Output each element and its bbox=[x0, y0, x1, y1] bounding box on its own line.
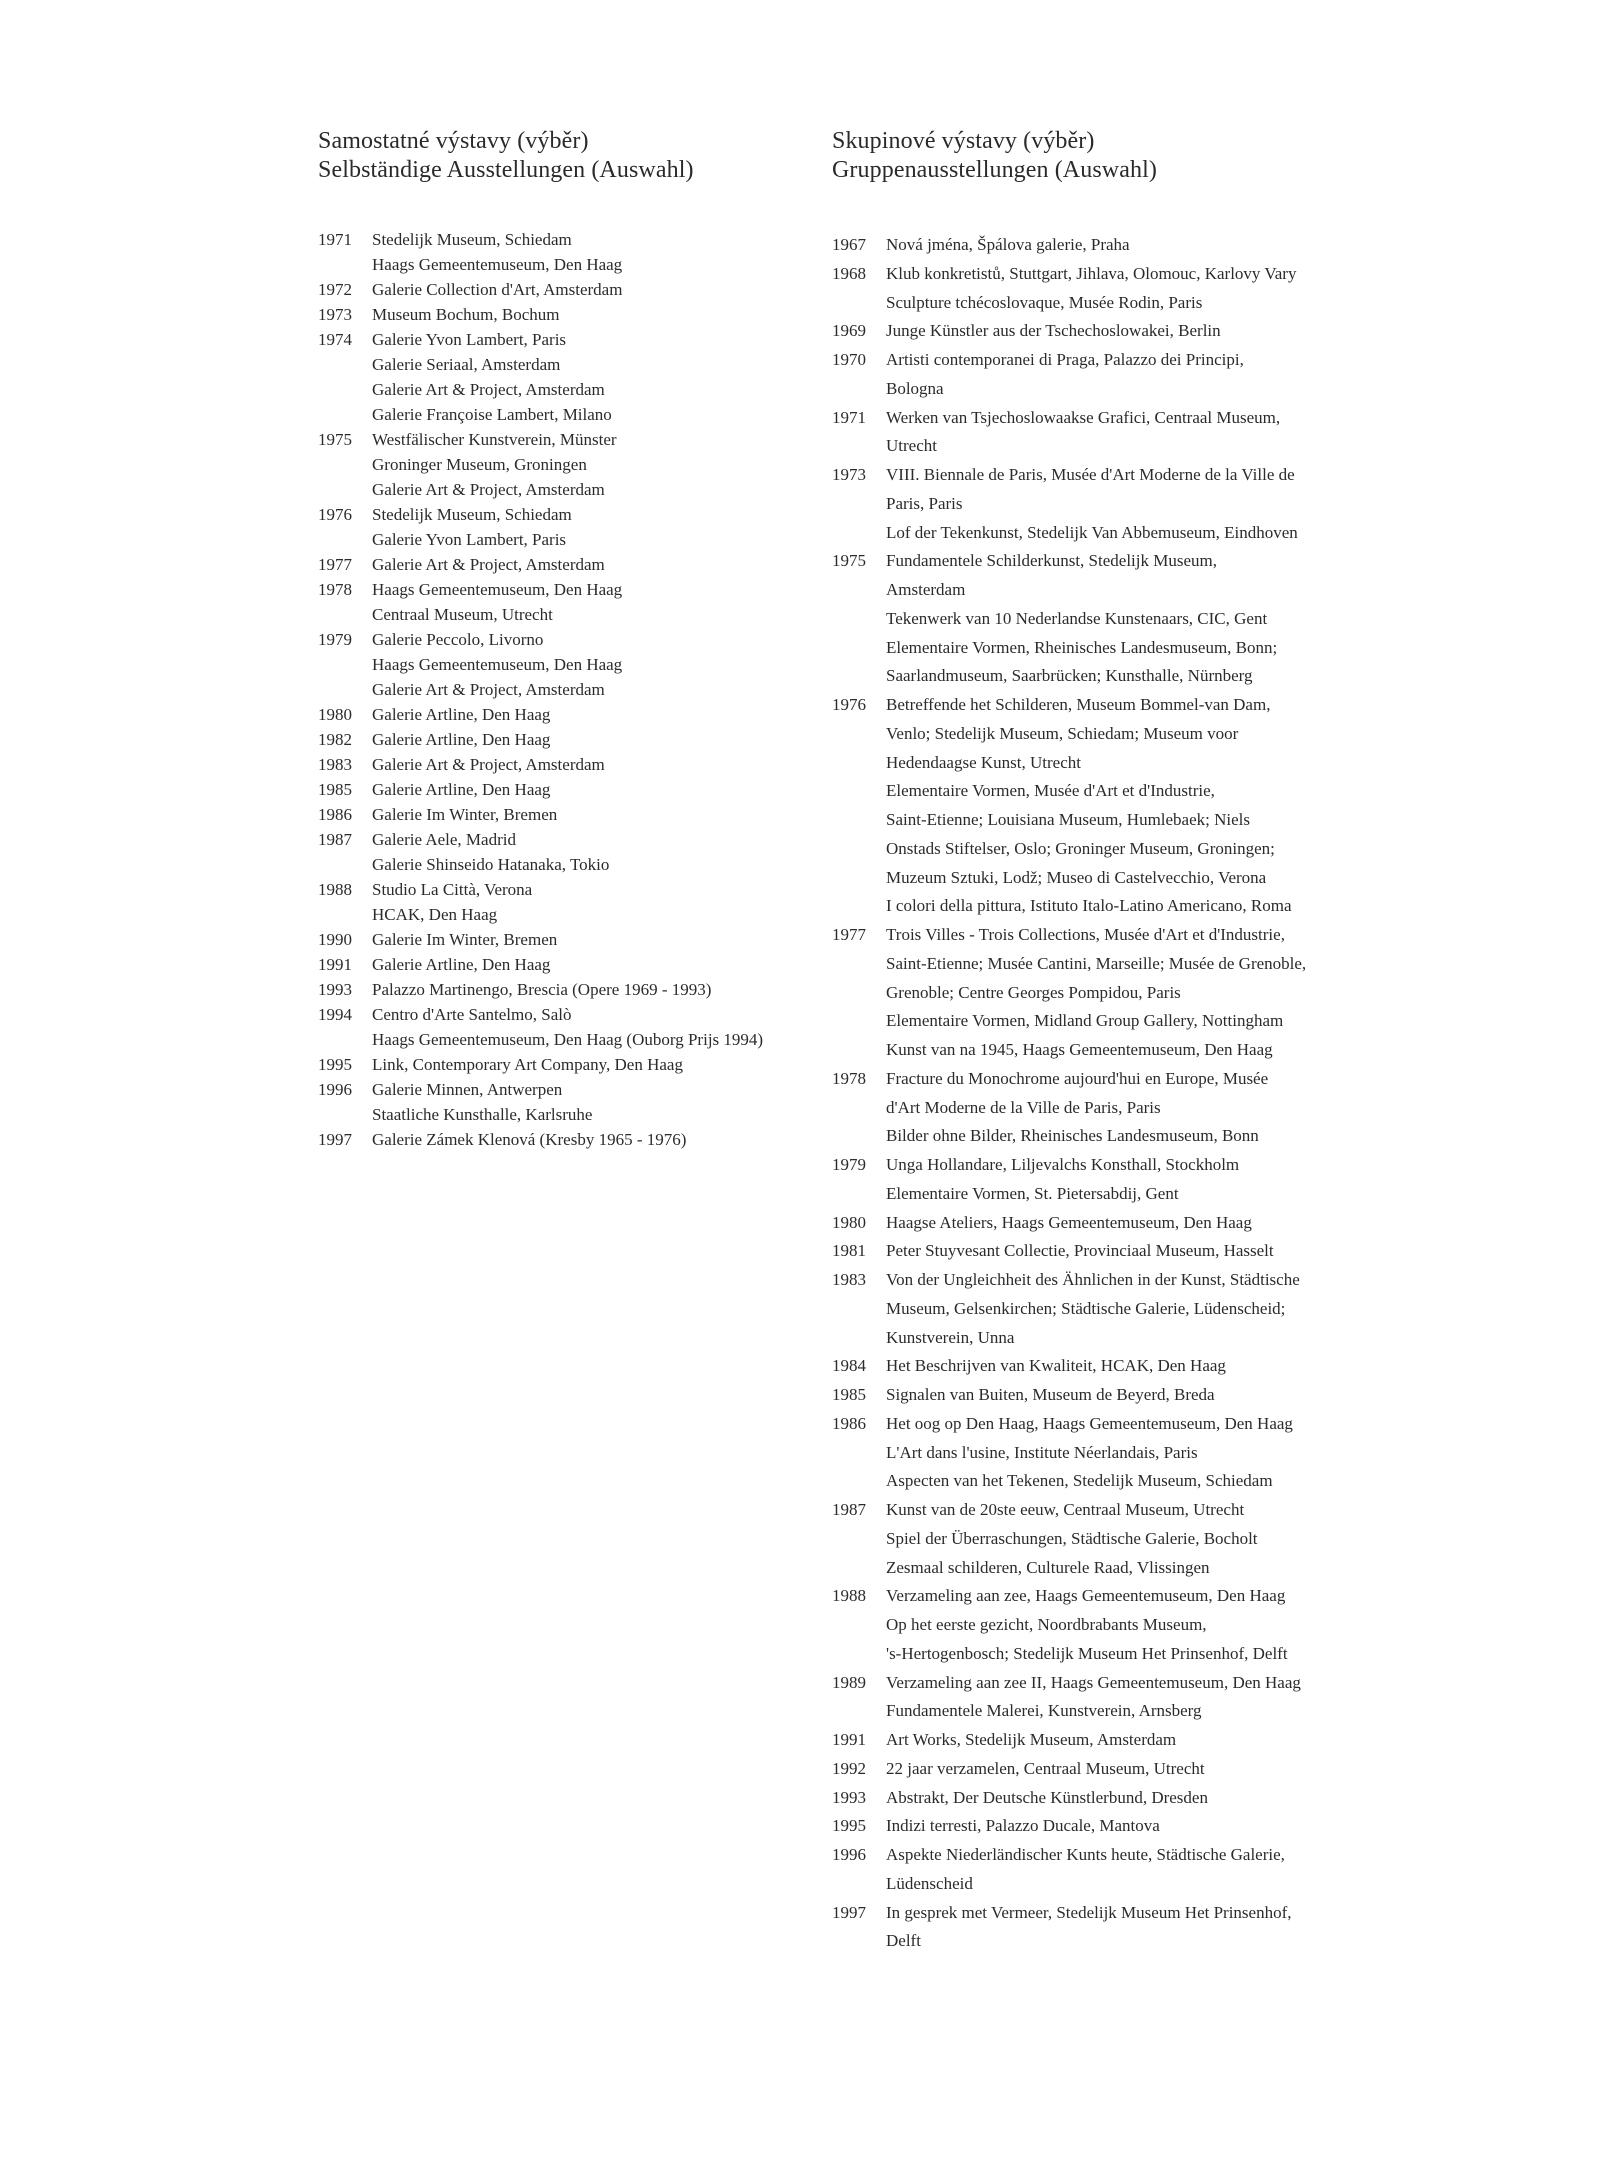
exhibition-entry bbox=[318, 752, 818, 777]
exhibition-venues bbox=[372, 1002, 818, 1052]
exhibition-venue-line: Tekenwerk van 10 Nederlandse Kunstenaars, CIC, Gent bbox=[886, 608, 1268, 628]
solo-exhibitions-list bbox=[318, 227, 818, 1152]
exhibition-venue-line: L'Art dans l'usine, Institute Néerlandais, Paris bbox=[886, 1442, 1198, 1462]
exhibition-year: 1997 bbox=[832, 1902, 866, 1922]
exhibition-venue-line: Amsterdam bbox=[886, 580, 966, 599]
exhibition-venue-line: Het oog op Den Haag, Haags Gemeentemuseum, Den Haag bbox=[886, 1413, 1293, 1433]
exhibition-venue-line: Kunst van na 1945, Haags Gemeentemuseum, Den Haag bbox=[886, 1040, 1273, 1059]
exhibition-year: 1985 bbox=[832, 1385, 866, 1404]
exhibition-entry bbox=[832, 1899, 1352, 1957]
exhibition-year: 1967 bbox=[832, 235, 866, 254]
exhibition-venues bbox=[886, 317, 1352, 346]
exhibition-entry bbox=[832, 1352, 1352, 1381]
exhibition-entry bbox=[832, 1669, 1352, 1727]
exhibition-entry bbox=[832, 260, 1352, 318]
exhibition-venue-line: Betreffende het Schilderen, Museum Bommel-van Dam, bbox=[886, 695, 1271, 714]
exhibition-year: 1983 bbox=[318, 755, 352, 774]
exhibition-venues bbox=[372, 777, 818, 802]
exhibition-year: 1978 bbox=[318, 580, 352, 599]
exhibition-venues bbox=[886, 1410, 1352, 1496]
exhibition-year: 1990 bbox=[318, 930, 352, 949]
exhibition-entry bbox=[318, 977, 818, 1002]
exhibition-year: 1991 bbox=[832, 1730, 866, 1749]
exhibition-year: 1976 bbox=[832, 695, 866, 714]
exhibition-year: 1979 bbox=[318, 630, 352, 649]
exhibition-venue-line: d'Art Moderne de la Ville de Paris, Paris bbox=[886, 1097, 1161, 1117]
exhibition-venue-line: Link, Contemporary Art Company, Den Haag bbox=[372, 1055, 683, 1074]
exhibition-venues bbox=[886, 1726, 1352, 1755]
exhibition-entry bbox=[318, 802, 818, 827]
exhibition-entry bbox=[318, 302, 818, 327]
exhibition-entry bbox=[832, 1582, 1352, 1668]
exhibition-venue-line: I colori della pittura, Istituto Italo-Latino Americano, Roma bbox=[886, 896, 1292, 916]
exhibition-venue-line: In gesprek met Vermeer, Stedelijk Museum Het Prinsenhof, bbox=[886, 1902, 1292, 1922]
exhibition-entry bbox=[318, 877, 818, 927]
exhibition-venue-line: Museum, Gelsenkirchen; Städtische Galerie, Lüdenscheid; bbox=[886, 1298, 1286, 1318]
exhibition-venue-line: Delft bbox=[886, 1931, 921, 1951]
exhibition-year: 1997 bbox=[318, 1130, 352, 1149]
exhibition-venue-line: Groninger Museum, Groningen bbox=[372, 455, 587, 474]
exhibition-venue-line: Fundamentele Malerei, Kunstverein, Arnsberg bbox=[886, 1701, 1202, 1721]
exhibition-entry bbox=[318, 577, 818, 627]
exhibition-venue-line: Haags Gemeentemuseum, Den Haag bbox=[372, 255, 623, 274]
exhibition-year: 1973 bbox=[832, 465, 866, 484]
exhibition-venues bbox=[886, 1755, 1352, 1784]
exhibition-year: 1991 bbox=[318, 955, 352, 974]
exhibition-entry bbox=[832, 317, 1352, 346]
exhibition-entry bbox=[832, 1266, 1352, 1352]
exhibition-year: 1976 bbox=[318, 505, 352, 524]
exhibition-venues bbox=[886, 1582, 1352, 1668]
exhibition-venues bbox=[886, 346, 1352, 404]
exhibition-venue-line: Galerie Minnen, Antwerpen bbox=[372, 1080, 563, 1099]
exhibition-venue-line: Spiel der Überraschungen, Städtische Galerie, Bocholt bbox=[886, 1528, 1258, 1548]
exhibition-venue-line: Galerie Aele, Madrid bbox=[372, 830, 516, 849]
exhibition-venue-line: Aspekte Niederländischer Kunts heute, Städtische Galerie, bbox=[886, 1845, 1285, 1864]
exhibition-venue-line: Galerie Artline, Den Haag bbox=[372, 705, 551, 724]
exhibition-entry bbox=[318, 777, 818, 802]
exhibition-venues bbox=[372, 277, 818, 302]
exhibition-venue-line: Werken van Tsjechoslowaakse Grafici, Centraal Museum, bbox=[886, 407, 1281, 427]
exhibition-venues bbox=[372, 952, 818, 977]
exhibition-venues bbox=[372, 927, 818, 952]
exhibition-venue-line: Galerie Art & Project, Amsterdam bbox=[372, 555, 605, 574]
solo-exhibitions-column bbox=[318, 127, 818, 1152]
exhibition-venues bbox=[372, 327, 818, 427]
exhibition-venues bbox=[372, 502, 818, 552]
exhibition-year: 1987 bbox=[318, 830, 352, 849]
exhibition-year: 1968 bbox=[832, 263, 866, 283]
exhibition-entry bbox=[318, 227, 818, 277]
exhibition-venue-line: Galerie Shinseido Hatanaka, Tokio bbox=[372, 855, 610, 874]
exhibition-venue-line: Galerie Art & Project, Amsterdam bbox=[372, 480, 605, 499]
exhibition-year: 1992 bbox=[832, 1758, 866, 1778]
exhibition-venue-line: Kunstverein, Unna bbox=[886, 1327, 1015, 1347]
exhibition-entry bbox=[832, 1755, 1352, 1784]
exhibition-year: 1975 bbox=[832, 551, 866, 571]
exhibition-venue-line: Saint-Etienne; Musée Cantini, Marseille; Musée de Grenoble, bbox=[886, 953, 1307, 973]
exhibition-venues bbox=[886, 1899, 1352, 1957]
exhibition-year: 1982 bbox=[318, 730, 352, 749]
exhibition-venues bbox=[886, 1237, 1352, 1266]
exhibition-venue-line: Paris, Paris bbox=[886, 493, 963, 513]
exhibition-venue-line: Stedelijk Museum, Schiedam bbox=[372, 505, 572, 524]
exhibition-venues bbox=[372, 627, 818, 702]
exhibition-year: 1978 bbox=[832, 1068, 866, 1088]
exhibition-entry bbox=[832, 1784, 1352, 1813]
exhibition-entry bbox=[832, 346, 1352, 404]
exhibition-year: 1971 bbox=[318, 230, 352, 249]
exhibition-venues bbox=[372, 752, 818, 777]
exhibition-entry bbox=[832, 691, 1352, 921]
exhibition-venue-line: Klub konkretistů, Stuttgart, Jihlava, Olomouc, Karlovy Vary bbox=[886, 263, 1297, 283]
exhibition-year: 1996 bbox=[318, 1080, 352, 1099]
exhibition-entry bbox=[832, 461, 1352, 547]
exhibition-year: 1994 bbox=[318, 1005, 352, 1024]
exhibition-venues bbox=[886, 1784, 1352, 1813]
exhibition-venues bbox=[886, 1496, 1352, 1582]
exhibition-entry bbox=[832, 1209, 1352, 1238]
exhibition-year: 1974 bbox=[318, 330, 352, 349]
exhibition-year: 1970 bbox=[832, 350, 866, 369]
exhibition-venue-line: 's-Hertogenbosch; Stedelijk Museum Het Prinsenhof, Delft bbox=[886, 1643, 1288, 1663]
exhibition-venue-line: Saint-Etienne; Louisiana Museum, Humlebaek; Niels bbox=[886, 810, 1251, 829]
exhibition-entry bbox=[318, 927, 818, 952]
exhibition-venue-line: Haags Gemeentemuseum, Den Haag bbox=[372, 580, 623, 599]
exhibition-venues bbox=[372, 1127, 818, 1152]
exhibition-venue-line: Elementaire Vormen, Midland Group Gallery, Nottingham bbox=[886, 1011, 1284, 1031]
exhibition-venues bbox=[372, 427, 818, 502]
exhibition-entry bbox=[832, 1237, 1352, 1266]
exhibition-venue-line: Studio La Città, Verona bbox=[372, 880, 533, 899]
group-heading-cs: Skupinové výstavy (výběr) bbox=[832, 128, 1095, 154]
exhibition-venues bbox=[886, 1841, 1352, 1899]
exhibition-year: 1971 bbox=[832, 407, 866, 427]
exhibition-venue-line: Bologna bbox=[886, 378, 944, 398]
exhibition-year: 1977 bbox=[832, 925, 866, 944]
exhibition-year: 1996 bbox=[832, 1845, 866, 1864]
exhibition-venue-line: Signalen van Buiten, Museum de Beyerd, Breda bbox=[886, 1385, 1215, 1404]
exhibition-venue-line: VIII. Biennale de Paris, Musée d'Art Moderne de la Ville de bbox=[886, 465, 1295, 484]
exhibition-venues bbox=[372, 577, 818, 627]
exhibition-venue-line: Galerie Yvon Lambert, Paris bbox=[372, 330, 567, 349]
group-heading-de: Gruppenausstellungen (Auswahl) bbox=[832, 157, 1157, 183]
exhibition-venue-line: Elementaire Vormen, Musée d'Art et d'Industrie, bbox=[886, 781, 1215, 801]
exhibition-entry bbox=[318, 1052, 818, 1077]
exhibition-venue-line: Kunst van de 20ste eeuw, Centraal Museum, Utrecht bbox=[886, 1500, 1245, 1519]
exhibition-venue-line: Peter Stuyvesant Collectie, Provinciaal Museum, Hasselt bbox=[886, 1241, 1274, 1261]
exhibition-year: 1995 bbox=[832, 1816, 866, 1836]
exhibition-venues bbox=[372, 552, 818, 577]
exhibition-venue-line: Galerie Seriaal, Amsterdam bbox=[372, 355, 561, 374]
exhibition-year: 1981 bbox=[832, 1241, 866, 1261]
exhibition-venues bbox=[886, 1812, 1352, 1841]
exhibition-year: 1980 bbox=[832, 1212, 866, 1232]
exhibition-venue-line: Fundamentele Schilderkunst, Stedelijk Museum, bbox=[886, 551, 1217, 571]
exhibition-venue-line: Hedendaagse Kunst, Utrecht bbox=[886, 752, 1081, 772]
exhibition-entry bbox=[318, 1127, 818, 1152]
exhibition-venue-line: Galerie Françoise Lambert, Milano bbox=[372, 405, 612, 424]
exhibition-entry bbox=[318, 727, 818, 752]
exhibition-venue-line: Galerie Im Winter, Bremen bbox=[372, 930, 558, 949]
exhibition-venues bbox=[886, 231, 1352, 260]
exhibition-venue-line: Op het eerste gezicht, Noordbrabants Museum, bbox=[886, 1615, 1207, 1634]
exhibition-year: 1980 bbox=[318, 705, 352, 724]
exhibition-venues bbox=[886, 921, 1352, 1065]
exhibition-year: 1993 bbox=[832, 1787, 866, 1807]
exhibition-venues bbox=[886, 461, 1352, 547]
exhibition-venue-line: Centraal Museum, Utrecht bbox=[372, 605, 553, 624]
exhibition-venue-line: Museum Bochum, Bochum bbox=[372, 305, 560, 324]
exhibition-venue-line: Trois Villes - Trois Collections, Musée d'Art et d'Industrie, bbox=[886, 925, 1285, 944]
exhibition-year: 1984 bbox=[832, 1356, 866, 1376]
exhibition-venues bbox=[886, 1065, 1352, 1151]
exhibition-year: 1975 bbox=[318, 430, 352, 449]
exhibition-venue-line: Galerie Yvon Lambert, Paris bbox=[372, 530, 567, 549]
exhibition-venues bbox=[372, 702, 818, 727]
exhibition-entry bbox=[832, 1410, 1352, 1496]
exhibition-venue-line: Galerie Artline, Den Haag bbox=[372, 955, 551, 974]
exhibition-entry bbox=[318, 952, 818, 977]
exhibition-venue-line: Indizi terresti, Palazzo Ducale, Mantova bbox=[886, 1816, 1160, 1836]
exhibition-entry bbox=[832, 1151, 1352, 1209]
exhibition-entry bbox=[318, 427, 818, 502]
exhibition-year: 1985 bbox=[318, 780, 352, 799]
exhibition-venue-line: 22 jaar verzamelen, Centraal Museum, Utrecht bbox=[886, 1758, 1205, 1778]
exhibition-venue-line: Nová jména, Špálova galerie, Praha bbox=[886, 235, 1130, 254]
exhibition-venue-line: Elementaire Vormen, Rheinisches Landesmuseum, Bonn; bbox=[886, 637, 1278, 657]
exhibition-venue-line: Saarlandmuseum, Saarbrücken; Kunsthalle, Nürnberg bbox=[886, 666, 1253, 686]
exhibition-venue-line: Von der Ungleichheit des Ähnlichen in der Kunst, Städtische bbox=[886, 1270, 1300, 1289]
exhibition-venues bbox=[372, 977, 818, 1002]
exhibition-venue-line: Galerie Art & Project, Amsterdam bbox=[372, 755, 605, 774]
exhibition-venue-line: Venlo; Stedelijk Museum, Schiedam; Museum voor bbox=[886, 723, 1239, 743]
exhibition-entry bbox=[832, 1726, 1352, 1755]
exhibition-venue-line: Unga Hollandare, Liljevalchs Konsthall, Stockholm bbox=[886, 1155, 1240, 1174]
exhibition-entry bbox=[318, 627, 818, 702]
exhibition-venue-line: Haags Gemeentemuseum, Den Haag bbox=[372, 655, 623, 674]
group-exhibitions-list bbox=[832, 231, 1352, 1956]
exhibition-venue-line: Fracture du Monochrome aujourd'hui en Europe, Musée bbox=[886, 1068, 1269, 1088]
exhibition-venue-line: Galerie Collection d'Art, Amsterdam bbox=[372, 280, 623, 299]
exhibition-venues bbox=[886, 547, 1352, 691]
exhibition-year: 1995 bbox=[318, 1055, 352, 1074]
exhibition-venue-line: Galerie Artline, Den Haag bbox=[372, 730, 551, 749]
exhibition-venue-line: Verzameling aan zee, Haags Gemeentemuseum, Den Haag bbox=[886, 1586, 1286, 1606]
exhibition-venue-line: Onstads Stiftelser, Oslo; Groninger Museum, Groningen; bbox=[886, 838, 1275, 858]
exhibition-venues bbox=[886, 1381, 1352, 1410]
exhibition-venue-line: Palazzo Martinengo, Brescia (Opere 1969 - 1993) bbox=[372, 980, 712, 999]
exhibition-entry bbox=[832, 1496, 1352, 1582]
exhibition-venue-line: Bilder ohne Bilder, Rheinisches Landesmuseum, Bonn bbox=[886, 1126, 1259, 1146]
exhibition-venue-line: Art Works, Stedelijk Museum, Amsterdam bbox=[886, 1730, 1177, 1749]
exhibition-venues bbox=[886, 691, 1352, 921]
exhibition-venues bbox=[886, 1151, 1352, 1209]
exhibition-venue-line: Galerie Peccolo, Livorno bbox=[372, 630, 544, 649]
exhibition-venue-line: Grenoble; Centre Georges Pompidou, Paris bbox=[886, 982, 1181, 1002]
exhibition-year: 1989 bbox=[832, 1672, 866, 1692]
exhibition-venue-line: Aspecten van het Tekenen, Stedelijk Museum, Schiedam bbox=[886, 1471, 1273, 1491]
exhibition-year: 1972 bbox=[318, 280, 352, 299]
exhibition-year: 1973 bbox=[318, 305, 352, 324]
exhibition-year: 1986 bbox=[832, 1413, 866, 1433]
exhibition-venue-line: Artisti contemporanei di Praga, Palazzo dei Principi, bbox=[886, 350, 1244, 369]
exhibition-venue-line: Sculpture tchécoslovaque, Musée Rodin, Paris bbox=[886, 292, 1203, 312]
exhibition-entry bbox=[318, 1002, 818, 1052]
exhibition-venues bbox=[372, 827, 818, 877]
exhibition-venue-line: Verzameling aan zee II, Haags Gemeentemuseum, Den Haag bbox=[886, 1672, 1301, 1692]
exhibition-entry bbox=[832, 404, 1352, 462]
exhibition-year: 1979 bbox=[832, 1155, 866, 1174]
exhibition-venue-line: Galerie Art & Project, Amsterdam bbox=[372, 680, 605, 699]
exhibition-venue-line: Haagse Ateliers, Haags Gemeentemuseum, Den Haag bbox=[886, 1212, 1252, 1232]
exhibition-entry bbox=[318, 552, 818, 577]
exhibition-entry bbox=[318, 277, 818, 302]
exhibition-venues bbox=[372, 727, 818, 752]
solo-heading-cs: Samostatné výstavy (výběr) bbox=[318, 128, 589, 154]
exhibition-venue-line: Lüdenscheid bbox=[886, 1873, 973, 1893]
exhibition-venues bbox=[372, 302, 818, 327]
exhibition-venues bbox=[372, 1052, 818, 1077]
exhibition-entry bbox=[832, 547, 1352, 691]
exhibition-entry bbox=[832, 1841, 1352, 1899]
exhibition-venue-line: Centro d'Arte Santelmo, Salò bbox=[372, 1005, 572, 1024]
exhibition-entry bbox=[832, 1065, 1352, 1151]
exhibition-year: 1993 bbox=[318, 980, 352, 999]
exhibition-venue-line: Galerie Zámek Klenová (Kresby 1965 - 1976) bbox=[372, 1130, 687, 1149]
exhibition-venues bbox=[886, 1209, 1352, 1238]
exhibition-entry bbox=[832, 1812, 1352, 1841]
exhibition-venue-line: Haags Gemeentemuseum, Den Haag (Ouborg Prijs 1994) bbox=[372, 1030, 764, 1049]
exhibition-venue-line: Muzeum Sztuki, Lodž; Museo di Castelvecchio, Verona bbox=[886, 867, 1267, 887]
exhibition-venue-line: Abstrakt, Der Deutsche Künstlerbund, Dresden bbox=[886, 1787, 1208, 1807]
exhibition-venue-line: Utrecht bbox=[886, 436, 937, 456]
exhibition-venues bbox=[886, 1669, 1352, 1727]
exhibition-year: 1983 bbox=[832, 1270, 866, 1289]
exhibition-year: 1986 bbox=[318, 805, 352, 824]
exhibition-venue-line: Stedelijk Museum, Schiedam bbox=[372, 230, 572, 249]
exhibition-venues bbox=[886, 260, 1352, 318]
exhibition-entry bbox=[318, 827, 818, 877]
solo-heading-de: Selbständige Ausstellungen (Auswahl) bbox=[318, 157, 694, 183]
exhibition-entry bbox=[318, 502, 818, 552]
exhibition-venue-line: HCAK, Den Haag bbox=[372, 905, 498, 924]
exhibition-year: 1977 bbox=[318, 555, 352, 574]
exhibition-venue-line: Westfälischer Kunstverein, Münster bbox=[372, 430, 617, 449]
exhibition-entry bbox=[318, 702, 818, 727]
exhibition-year: 1987 bbox=[832, 1500, 866, 1519]
group-exhibitions-column bbox=[832, 127, 1352, 1956]
exhibition-entry bbox=[318, 327, 818, 427]
exhibition-venue-line: Galerie Im Winter, Bremen bbox=[372, 805, 558, 824]
exhibition-venue-line: Galerie Artline, Den Haag bbox=[372, 780, 551, 799]
exhibition-year: 1969 bbox=[832, 321, 866, 341]
exhibition-entry bbox=[832, 921, 1352, 1065]
exhibition-entry bbox=[832, 231, 1352, 260]
exhibition-venue-line: Elementaire Vormen, St. Pietersabdij, Gent bbox=[886, 1183, 1179, 1203]
exhibition-venue-line: Het Beschrijven van Kwaliteit, HCAK, Den Haag bbox=[886, 1356, 1226, 1376]
exhibition-entry bbox=[832, 1381, 1352, 1410]
exhibition-venues bbox=[372, 227, 818, 277]
exhibition-venues bbox=[372, 1077, 818, 1127]
exhibition-year: 1988 bbox=[318, 880, 352, 899]
exhibition-venue-line: Staatliche Kunsthalle, Karlsruhe bbox=[372, 1105, 593, 1124]
exhibition-venues bbox=[886, 404, 1352, 462]
exhibition-venue-line: Lof der Tekenkunst, Stedelijk Van Abbemuseum, Eindhoven bbox=[886, 522, 1298, 542]
exhibition-venues bbox=[372, 802, 818, 827]
exhibition-venue-line: Galerie Art & Project, Amsterdam bbox=[372, 380, 605, 399]
exhibition-year: 1988 bbox=[832, 1586, 866, 1606]
exhibition-entry bbox=[318, 1077, 818, 1127]
exhibition-venues bbox=[886, 1266, 1352, 1352]
exhibition-venue-line: Junge Künstler aus der Tschechoslowakei, Berlin bbox=[886, 321, 1221, 341]
exhibition-venues bbox=[372, 877, 818, 927]
exhibition-venues bbox=[886, 1352, 1352, 1381]
exhibition-venue-line: Zesmaal schilderen, Culturele Raad, Vlissingen bbox=[886, 1557, 1210, 1577]
